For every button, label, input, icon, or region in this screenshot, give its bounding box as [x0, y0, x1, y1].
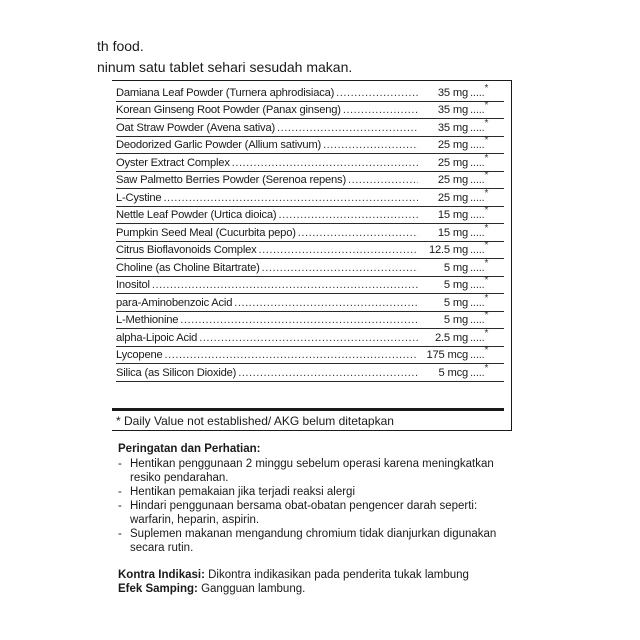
- ingredient-name: Nettle Leaf Powder (Urtica dioica): [116, 209, 277, 221]
- ingredient-row: [116, 242, 504, 260]
- leader-dots: [180, 314, 418, 327]
- ingredient-row: [116, 347, 504, 365]
- daily-value-asterisk: *: [484, 310, 489, 321]
- leader-dots: [152, 279, 418, 292]
- warnings-list: [118, 457, 538, 555]
- daily-value-asterisk: *: [484, 117, 489, 129]
- ingredient-amount: 175 mcg: [426, 349, 468, 361]
- ingredient-row: [116, 294, 504, 312]
- ingredient-row: [116, 259, 504, 277]
- ingredient-amount: 5 mg: [443, 279, 468, 291]
- daily-value-marker: .....*: [470, 257, 489, 274]
- leader-dots: [336, 87, 418, 100]
- supplement-facts-panel: [112, 80, 512, 431]
- daily-value-marker: .....*: [470, 222, 489, 239]
- ingredient-row: [116, 364, 504, 382]
- ingredient-amount: 35 mg: [437, 86, 468, 99]
- leader-dots: [234, 297, 418, 310]
- intro-text-line-1: th food.: [97, 38, 144, 54]
- ingredient-name: Lycopene: [116, 349, 163, 361]
- ingredient-amount: 15 mg: [437, 226, 468, 239]
- ingredient-name: L-Methionine: [116, 314, 179, 326]
- bullet-dash: -: [118, 500, 122, 512]
- leader-dots: [343, 104, 418, 117]
- ingredient-row: [116, 207, 504, 225]
- leader-dots: [298, 227, 418, 240]
- ingredient-name: Silica (as Silicon Dioxide): [116, 366, 237, 379]
- warning-text: Hindari penggunaan bersama obat-obatan pengencer darah seperti: warfarin, heparin, aspirin.: [130, 500, 478, 526]
- ingredient-row: [116, 119, 504, 137]
- ingredient-name: Saw Palmetto Berries Powder (Serenoa repens): [116, 174, 346, 186]
- warning-item: [118, 485, 538, 499]
- ingredient-row: [116, 312, 504, 330]
- ingredient-name: L-Cystine: [116, 191, 162, 204]
- contraindication-line: [118, 568, 469, 582]
- daily-value-footnote: * Daily Value not established/ AKG belum ditetapkan: [116, 414, 394, 428]
- warnings-title: Peringatan dan Perhatian:: [118, 443, 261, 455]
- leader-dots: [238, 367, 418, 380]
- daily-value-marker: .....*: [470, 117, 489, 134]
- daily-value-asterisk: *: [484, 205, 489, 216]
- daily-value-marker: .....*: [470, 275, 489, 291]
- leader-dots: [277, 122, 418, 135]
- ingredient-amount: 15 mg: [437, 209, 468, 221]
- daily-value-marker: .....*: [470, 205, 489, 221]
- bullet-dash: -: [118, 486, 122, 498]
- ingredient-amount: 35 mg: [437, 104, 468, 116]
- intro-text-line-2: ninum satu tablet sehari sesudah makan.: [97, 59, 353, 75]
- daily-value-asterisk: *: [484, 170, 489, 181]
- ingredient-name: Oyster Extract Complex: [116, 156, 230, 169]
- ingredient-row: [116, 84, 504, 102]
- daily-value-marker: .....*: [470, 152, 489, 169]
- ingredient-amount: 5 mg: [443, 314, 468, 326]
- warning-item: [118, 457, 538, 485]
- daily-value-asterisk: *: [484, 82, 489, 94]
- warning-text: Suplemen makanan mengandung chromium tidak dianjurkan digunakan secara rutin.: [130, 528, 497, 554]
- footnote-divider: [112, 408, 504, 411]
- leader-dots: [163, 192, 418, 205]
- leader-dots: [323, 139, 418, 152]
- ingredient-amount: 5 mg: [443, 296, 468, 309]
- contraindication-text: Dikontra indikasikan pada penderita tukak lambung: [204, 569, 469, 581]
- ingredient-row: [116, 329, 504, 347]
- leader-dots: [232, 157, 418, 170]
- ingredient-name: Citrus Bioflavonoids Complex: [116, 244, 257, 256]
- ingredient-amount: 25 mg: [437, 139, 468, 151]
- ingredient-name: Inositol: [116, 279, 150, 291]
- daily-value-asterisk: *: [484, 187, 489, 199]
- daily-value-marker: .....*: [470, 327, 489, 344]
- leader-dots: [165, 349, 418, 362]
- leader-dots: [262, 262, 418, 275]
- warning-item: [118, 527, 538, 555]
- ingredient-name: Oat Straw Powder (Avena sativa): [116, 121, 275, 134]
- daily-value-marker: .....*: [470, 292, 489, 309]
- ingredient-amount: 25 mg: [437, 174, 468, 186]
- ingredient-amount: 25 mg: [437, 191, 468, 204]
- ingredient-row: [116, 102, 504, 120]
- ingredient-name: para-Aminobenzoic Acid: [116, 296, 233, 309]
- side-effect-line: [118, 582, 469, 596]
- daily-value-marker: .....*: [470, 82, 489, 99]
- ingredient-name: alpha-Lipoic Acid: [116, 331, 198, 344]
- bullet-dash: -: [118, 458, 122, 470]
- daily-value-asterisk: *: [484, 152, 489, 164]
- warning-item: [118, 499, 538, 527]
- daily-value-marker: .....*: [470, 135, 489, 151]
- side-effect-text: Gangguan lambung.: [197, 583, 306, 595]
- ingredient-name: Deodorized Garlic Powder (Allium sativum): [116, 139, 322, 151]
- side-effect-label: Efek Samping:: [118, 583, 198, 595]
- ingredient-name: Korean Ginseng Root Powder (Panax ginseng): [116, 104, 341, 116]
- ingredient-row: [116, 224, 504, 242]
- ingredient-row: [116, 277, 504, 295]
- contraindication-label: Kontra Indikasi:: [118, 569, 205, 581]
- ingredient-amount: 5 mcg: [438, 366, 468, 379]
- daily-value-marker: .....*: [470, 240, 489, 256]
- daily-value-asterisk: *: [484, 362, 489, 374]
- daily-value-asterisk: *: [484, 327, 489, 339]
- daily-value-marker: .....*: [470, 187, 489, 204]
- daily-value-asterisk: *: [484, 292, 489, 304]
- ingredient-name: Damiana Leaf Powder (Turnera aphrodisiaca): [116, 86, 335, 99]
- leader-dots: [278, 209, 418, 222]
- daily-value-marker: .....*: [470, 100, 489, 116]
- daily-value-asterisk: *: [484, 240, 489, 251]
- ingredient-row: [116, 154, 504, 172]
- daily-value-asterisk: *: [484, 275, 489, 286]
- daily-value-asterisk: *: [484, 222, 489, 234]
- ingredient-amount: 2.5 mg: [434, 331, 468, 344]
- daily-value-marker: .....*: [470, 310, 489, 326]
- leader-dots: [348, 174, 418, 187]
- daily-value-asterisk: *: [484, 135, 489, 146]
- ingredient-row: [116, 172, 504, 190]
- contraindication-section: [118, 568, 469, 596]
- ingredient-amount: 25 mg: [437, 156, 468, 169]
- ingredient-list: [116, 84, 504, 382]
- daily-value-marker: .....*: [470, 362, 489, 379]
- ingredient-row: [116, 137, 504, 155]
- ingredient-amount: 12.5 mg: [428, 244, 468, 256]
- ingredient-name: Pumpkin Seed Meal (Cucurbita pepo): [116, 226, 296, 239]
- daily-value-asterisk: *: [484, 100, 489, 111]
- ingredient-amount: 5 mg: [443, 261, 468, 274]
- daily-value-asterisk: *: [484, 257, 489, 269]
- ingredient-row: [116, 189, 504, 207]
- daily-value-marker: .....*: [470, 345, 489, 361]
- bullet-dash: -: [118, 528, 122, 540]
- warning-text: Hentikan penggunaan 2 minggu sebelum operasi karena meningkatkan resiko pendarahan.: [130, 458, 494, 484]
- leader-dots: [259, 244, 418, 257]
- daily-value-marker: .....*: [470, 170, 489, 186]
- warnings-section: [118, 442, 538, 555]
- warning-text: Hentikan pemakaian jika terjadi reaksi alergi: [130, 486, 356, 498]
- leader-dots: [199, 332, 418, 345]
- ingredient-amount: 35 mg: [437, 121, 468, 134]
- daily-value-asterisk: *: [484, 345, 489, 356]
- ingredient-name: Choline (as Choline Bitartrate): [116, 261, 260, 274]
